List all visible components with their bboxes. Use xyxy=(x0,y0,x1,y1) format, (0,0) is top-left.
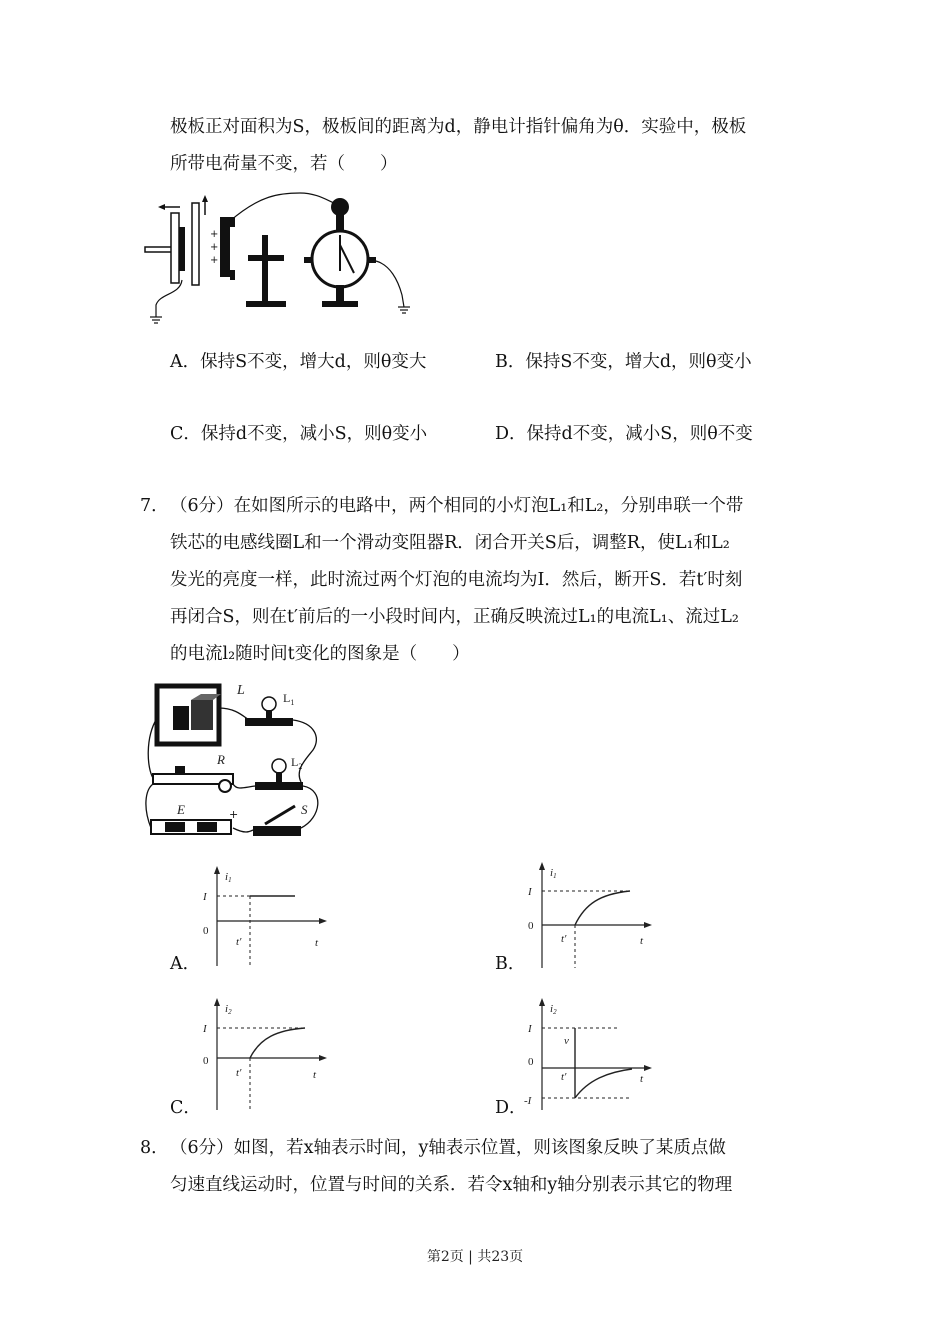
svg-text:L1 xyxy=(283,691,294,707)
graph-b-ylabel-sub: 1 xyxy=(553,872,557,880)
circuit-label-S: S xyxy=(301,802,308,817)
graph-a-t: t xyxy=(315,937,319,949)
q7-line-1: （6分）在如图所示的电路中，两个相同的小灯泡L₁和L₂，分别串联一个带 xyxy=(170,496,744,516)
q7-line-5: 的电流l₂随时间t变化的图象是（ ） xyxy=(170,644,470,664)
graph-d-ylabel: i xyxy=(550,1003,554,1015)
graph-c-ylabel: i xyxy=(225,1003,229,1015)
graph-c-tprime: t′ xyxy=(236,1067,242,1079)
svg-text:i1 xyxy=(550,867,557,880)
circuit-label-L: L xyxy=(237,683,245,698)
svg-text:+: + xyxy=(210,229,219,240)
svg-text:i2 xyxy=(225,1003,232,1016)
q7-line-3: 发光的亮度一样，此时流过两个灯泡的电流均为I．然后，断开S．若t′时刻 xyxy=(170,570,743,590)
graph-a-tprime: t′ xyxy=(236,936,242,948)
graph-b-zero: 0 xyxy=(528,920,534,932)
q8-number: 8． xyxy=(140,1138,169,1158)
graph-d-t: t xyxy=(640,1073,644,1085)
capacitor-electroscope-figure xyxy=(140,185,425,330)
q8-line-1: （6分）如图，若x轴表示时间，y轴表示位置，则该图象反映了某质点做 xyxy=(170,1138,726,1158)
q6-option-c: C．保持d不变，减小S，则θ变小 xyxy=(170,424,428,444)
q6-option-a: A．保持S不变，增大d，则θ变大 xyxy=(170,352,427,372)
graph-c-ylabel-sub: 2 xyxy=(228,1008,232,1016)
svg-text:+: + xyxy=(210,242,219,253)
q7-line-2: 铁芯的电感线圈L和一个滑动变阻器R．闭合开关S后，调整R，使L₁和L₂ xyxy=(170,533,730,553)
svg-text:i1 xyxy=(225,871,232,884)
q7-option-c: C． xyxy=(170,1098,201,1118)
q7-line-4: 再闭合S，则在t′前后的一小段时间内，正确反映流过L₁的电流L₁、流过L₂ xyxy=(170,607,739,627)
circuit-figure xyxy=(145,678,330,843)
graph-c-t: t xyxy=(313,1069,317,1081)
q6-line-2: 所带电荷量不变，若（ ） xyxy=(170,154,398,174)
graph-b-t: t xyxy=(640,935,644,947)
graph-d-v: v xyxy=(564,1035,569,1047)
q7-option-a: A． xyxy=(170,954,201,974)
graph-d xyxy=(520,998,660,1113)
graph-b-I: I xyxy=(528,886,532,898)
q8-line-2: 匀速直线运动时，位置与时间的关系．若令x轴和y轴分别表示其它的物理 xyxy=(170,1175,733,1195)
circuit-label-E: E xyxy=(177,802,185,817)
graph-d-zero: 0 xyxy=(528,1056,534,1068)
graph-a xyxy=(195,866,335,971)
graph-a-ylabel: i xyxy=(225,871,229,883)
circuit-label-L1-sub: 1 xyxy=(290,698,295,707)
svg-text:+: + xyxy=(210,255,219,266)
graph-d-tprime: t′ xyxy=(561,1071,567,1083)
graph-a-zero: 0 xyxy=(203,925,209,937)
graph-a-ylabel-sub: 1 xyxy=(228,876,232,884)
circuit-label-plus: + xyxy=(229,808,239,821)
q6-line-1: 极板正对面积为S，极板间的距离为d，静电计指针偏角为θ．实验中，极板 xyxy=(170,117,747,137)
q7-option-b: B． xyxy=(495,954,526,974)
q7-option-d: D． xyxy=(495,1098,527,1118)
q6-option-d: D．保持d不变，减小S，则θ不变 xyxy=(495,424,753,444)
circuit-label-R: R xyxy=(217,752,225,767)
page-footer: 第2页 | 共23页 xyxy=(426,1249,524,1265)
graph-c-zero: 0 xyxy=(203,1055,209,1067)
graph-b xyxy=(520,862,660,972)
graph-d-negI: -I xyxy=(524,1095,532,1107)
graph-a-I: I xyxy=(203,891,207,903)
circuit-label-L2: L xyxy=(291,755,299,769)
circuit-label-L2-sub: 2 xyxy=(298,762,303,771)
graph-c xyxy=(195,998,335,1113)
graph-d-ylabel-sub: 2 xyxy=(553,1008,557,1016)
graph-d-I: I xyxy=(528,1023,532,1035)
graph-c-I: I xyxy=(203,1023,207,1035)
graph-b-ylabel: i xyxy=(550,867,554,879)
graph-b-tprime: t′ xyxy=(561,933,567,945)
q7-number: 7． xyxy=(140,496,169,516)
svg-text:i2 xyxy=(550,1003,557,1016)
q6-option-b: B．保持S不变，增大d，则θ变小 xyxy=(495,352,752,372)
circuit-label-L1: L xyxy=(283,691,291,705)
